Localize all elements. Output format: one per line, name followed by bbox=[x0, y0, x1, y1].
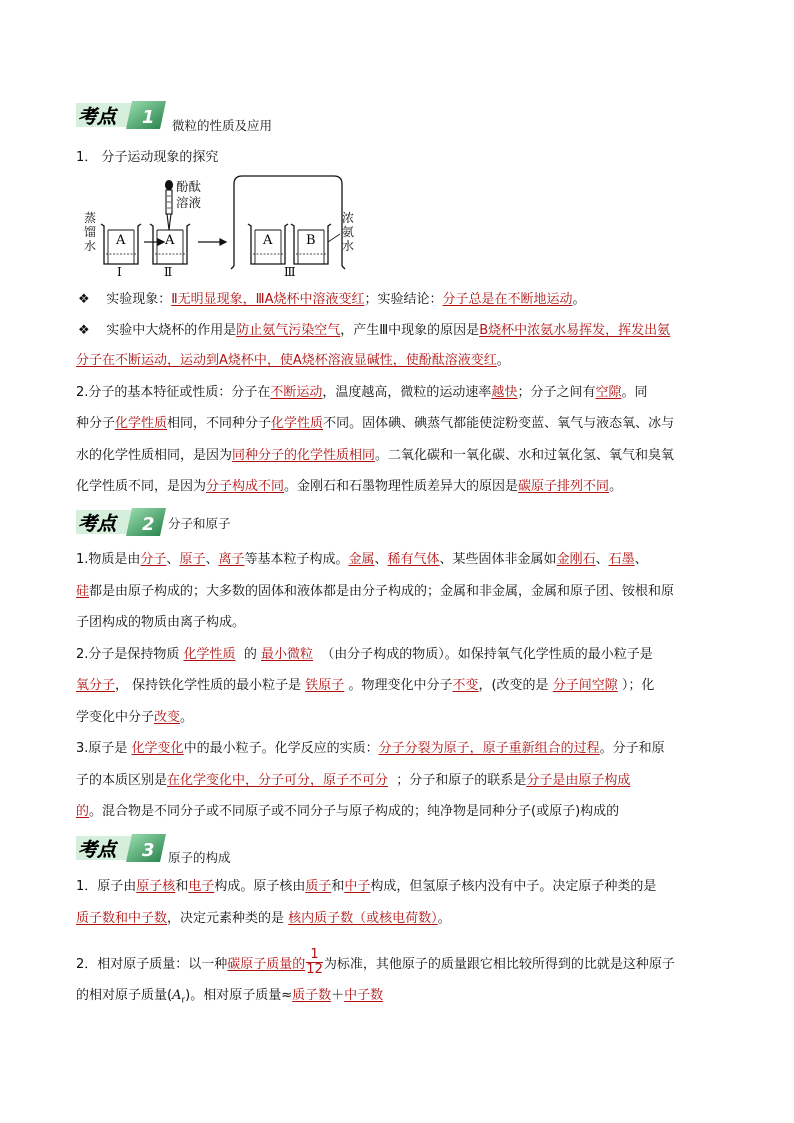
kaodian-badge-graphic bbox=[76, 833, 168, 863]
s2-p1-line-2: 硅都是由原子构成的；大多数的固体和液体都是由分子构成的；金属和非金属，金属和原子团、铵根和原 bbox=[76, 584, 675, 599]
badge-kaodian-text: 考点 bbox=[78, 106, 117, 128]
bullet-experiment-phenomenon: ❖ 实验现象：Ⅱ无明显现象，ⅢA烧杯中溶液变红；实验结论：分子总是在不断地运动。 bbox=[78, 292, 586, 307]
heading-molecular-motion: 1． 分子运动现象的探究 bbox=[76, 150, 219, 165]
kaodian-badge-graphic bbox=[76, 100, 168, 130]
label-ammonia-3: 水 bbox=[342, 239, 355, 253]
s3-p2-line-1: 2．相对原子质量：以一种碳原子质量的 $\frac{1}{12}$ 为标准，其他原子的质量跟它相比较所得到的比就是这种原子 bbox=[76, 947, 675, 977]
para-2-line-4: 化学性质不同，是因为分子构成不同。金刚石和石墨物理性质差异大的原因是碳原子排列不同。 bbox=[76, 479, 623, 494]
section-badge-3 bbox=[76, 833, 168, 863]
badge-number: 2 bbox=[142, 514, 155, 535]
beaker-ii-label: A bbox=[165, 233, 175, 248]
beaker-iii-a-label: A bbox=[263, 233, 273, 248]
kaodian-badge-graphic bbox=[76, 507, 168, 537]
bullet-icon: ❖ bbox=[78, 323, 90, 338]
badge-kaodian-text: 考点 bbox=[78, 513, 117, 535]
para-2-line-2: 种分子化学性质相同，不同种分子化学性质不同。固体碘、碘蒸气都能使淀粉变蓝、氧气与液态氧、冰与 bbox=[76, 416, 675, 431]
label-ii: Ⅱ bbox=[164, 265, 173, 278]
bullet-big-beaker-role-cont: 分子在不断运动，运动到A烧杯中，使A烧杯溶液显碱性，使酚酞溶液变红。 bbox=[76, 353, 510, 368]
dropper bbox=[166, 181, 173, 231]
s2-p2-line-2: 氧分子， 保持铁化学性质的最小粒子是 铁原子 。物理变化中分子不变，(改变的是 分子间空隙 ）；化 bbox=[76, 678, 655, 693]
label-iii: Ⅲ bbox=[284, 265, 296, 278]
s2-p3-line-2: 子的本质区别是在化学变化中，分子可分，原子不可分 ；分子和原子的联系是分子是由原子构成 bbox=[76, 773, 631, 788]
s3-p1-line-1: 1．原子由原子核和电子构成。原子核由质子和中子构成，但氢原子核内没有中子。决定原子种类的是 bbox=[76, 879, 657, 894]
s2-p3-line-3: 的。混合物是不同分子或不同原子或不同分子与原子构成的；纯净物是同种分子(或原子)构成的 bbox=[76, 804, 620, 819]
badge-number: 3 bbox=[142, 840, 155, 861]
s2-p3-line-1: 3.原子是 化学变化中的最小粒子。化学反应的实质：分子分裂为原子，原子重新组合的过程。分子和原 bbox=[76, 741, 665, 756]
arrow-1 bbox=[144, 239, 164, 245]
s2-p1-line-3: 子团构成的物质由离子构成。 bbox=[76, 615, 246, 630]
label-distilled-1: 蒸 bbox=[84, 211, 97, 225]
bullet-icon: ❖ bbox=[78, 292, 90, 307]
bullet-big-beaker-role: ❖ 实验中大烧杯的作用是防止氨气污染空气，产生Ⅲ中现象的原因是B烧杯中浓氨水易挥发，挥发出氨 bbox=[78, 323, 671, 338]
s2-p2-line-3: 学变化中分子改变。 bbox=[76, 710, 194, 725]
badge-kaodian-text: 考点 bbox=[78, 839, 117, 861]
label-ammonia-1: 浓 bbox=[342, 211, 355, 225]
label-i: Ⅰ bbox=[117, 265, 122, 278]
section-badge-1 bbox=[76, 100, 168, 130]
para-2-line-1: 2.分子的基本特征或性质：分子在不断运动，温度越高，微粒的运动速率越快；分子之间有空隙。同 bbox=[76, 385, 648, 400]
label-distilled-2: 馏 bbox=[84, 225, 97, 239]
section-badge-2 bbox=[76, 507, 168, 537]
section-title-1: 微粒的性质及应用 bbox=[172, 118, 273, 133]
experiment-figure bbox=[76, 172, 366, 278]
fraction-one-twelfth: $\frac{1}{12}$ bbox=[306, 947, 323, 977]
s3-p2-line-2: 的相对原子质量$(A_r)$。相对原子质量≈质子数＋中子数 bbox=[76, 988, 384, 1006]
section-title-3: 原子的构成 bbox=[168, 850, 231, 865]
label-ammonia-2: 氨 bbox=[342, 225, 355, 239]
beaker-iii-b-label: B bbox=[306, 233, 316, 248]
section-title-2: 分子和原子 bbox=[168, 516, 231, 531]
label-distilled-3: 水 bbox=[84, 239, 97, 253]
s3-p1-line-2: 质子数和中子数，决定元素种类的是 核内质子数（或核电荷数）。 bbox=[76, 911, 451, 926]
s2-p1-line-1: 1.物质是由分子、原子、离子等基本粒子构成。金属、稀有气体、某些固体非金属如金刚石、石墨、 bbox=[76, 552, 648, 567]
s2-p2-line-1: 2.分子是保持物质 化学性质 的 最小微粒 （由分子构成的物质）。如保持氧气化学性质的最小粒子是 bbox=[76, 647, 653, 662]
para-2-line-3: 水的化学性质相同，是因为同种分子的化学性质相同。二氧化碳和一氧化碳、水和过氧化氢、氧气和臭氧 bbox=[76, 448, 675, 463]
arrow-2 bbox=[198, 239, 226, 245]
label-phenol-2: 溶液 bbox=[176, 195, 202, 210]
label-phenol-1: 酚酞 bbox=[176, 179, 202, 194]
beaker-i-label: A bbox=[116, 233, 126, 248]
badge-number: 1 bbox=[142, 107, 155, 128]
